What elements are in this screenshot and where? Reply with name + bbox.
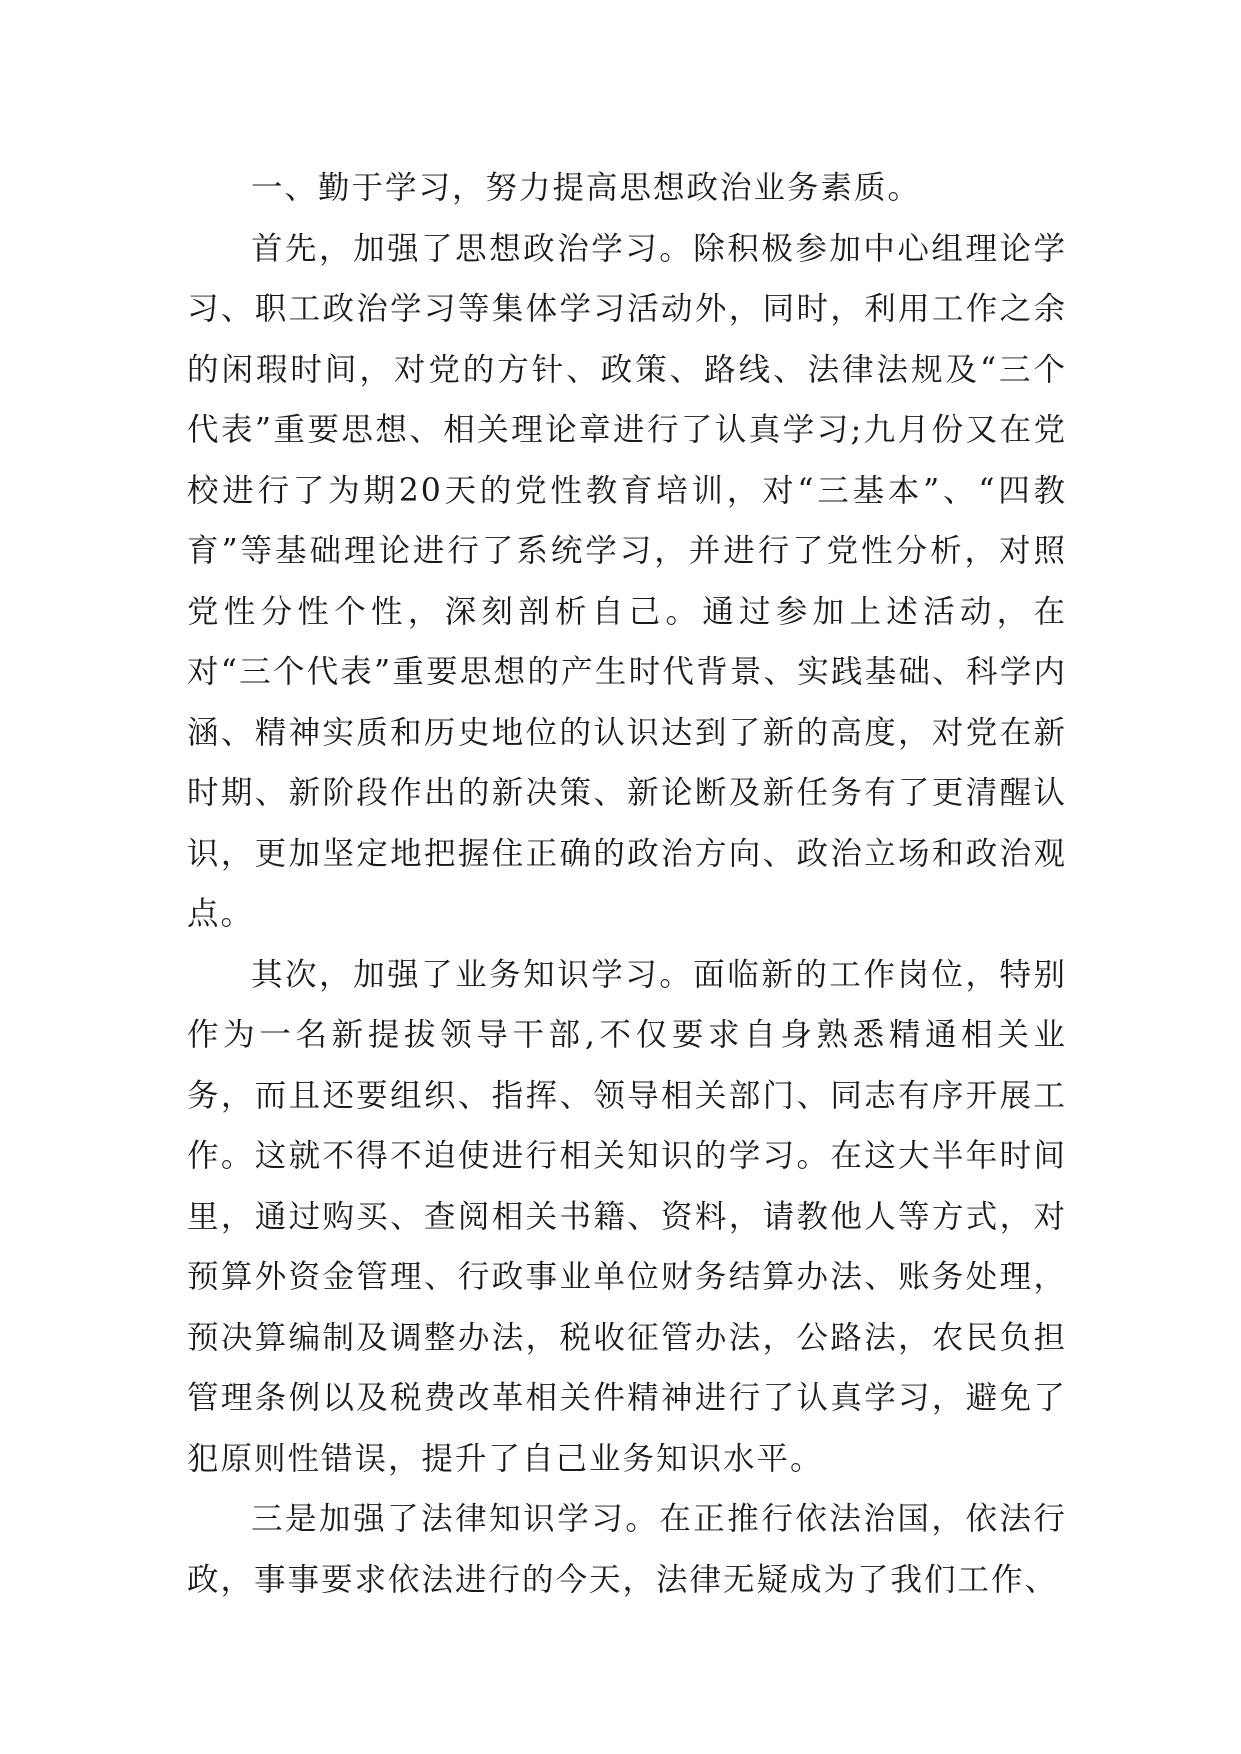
document-body [187,158,1067,1610]
paragraph-legal-study: 三是加强了法律知识学习。在正推行依法治国，依法行政，事事要求依法进行的今天，法律无疑成为了我们工作、 [187,1501,1067,1598]
paragraph-business-study: 其次，加强了业务知识学习。面临新的工作岗位，特别作为一名新提拔领导干部,不仅要求自身熟悉精通相关业务，而且还要组织、指挥、领导相关部门、同志有序开展工作。这就不得不迫使进行相关知识的学习。在这大半年时间里，通过购买、查阅相关书籍、资料，请教他人等方式，对预算外资金管理、行政事业单位财务结算办法、账务处理，预决算编制及调整办法，税收征管办法，公路法，农民负担管理条例以及税费改革相关件精神进行了认真学习，避免了犯原则性错误，提升了自己业务知识水平。 [187,956,1067,1477]
paragraph-political-study: 首先，加强了思想政治学习。除积极参加中心组理论学习、职工政治学习等集体学习活动外，同时，利用工作之余的闲瑕时间，对党的方针、政策、路线、法律法规及“三个代表”重要思想、相关理论章进行了认真学习;九月份又在党校进行了为期20天的党性教育培训，对“三基本”、“四教育”等基础理论进行了系统学习，并进行了党性分析，对照党性分性个性，深刻剖析自己。通过参加上述活动，在对“三个代表”重要思想的产生时代背景、实践基础、科学内涵、精神实质和历史地位的认识达到了新的高度，对党在新时期、新阶段作出的新决策、新论断及新任务有了更清醒认识，更加坚定地把握住正确的政治方向、政治立场和政治观点。 [187,230,1067,932]
section-heading: 一、勤于学习，努力提高思想政治业务素质。 [251,170,922,206]
